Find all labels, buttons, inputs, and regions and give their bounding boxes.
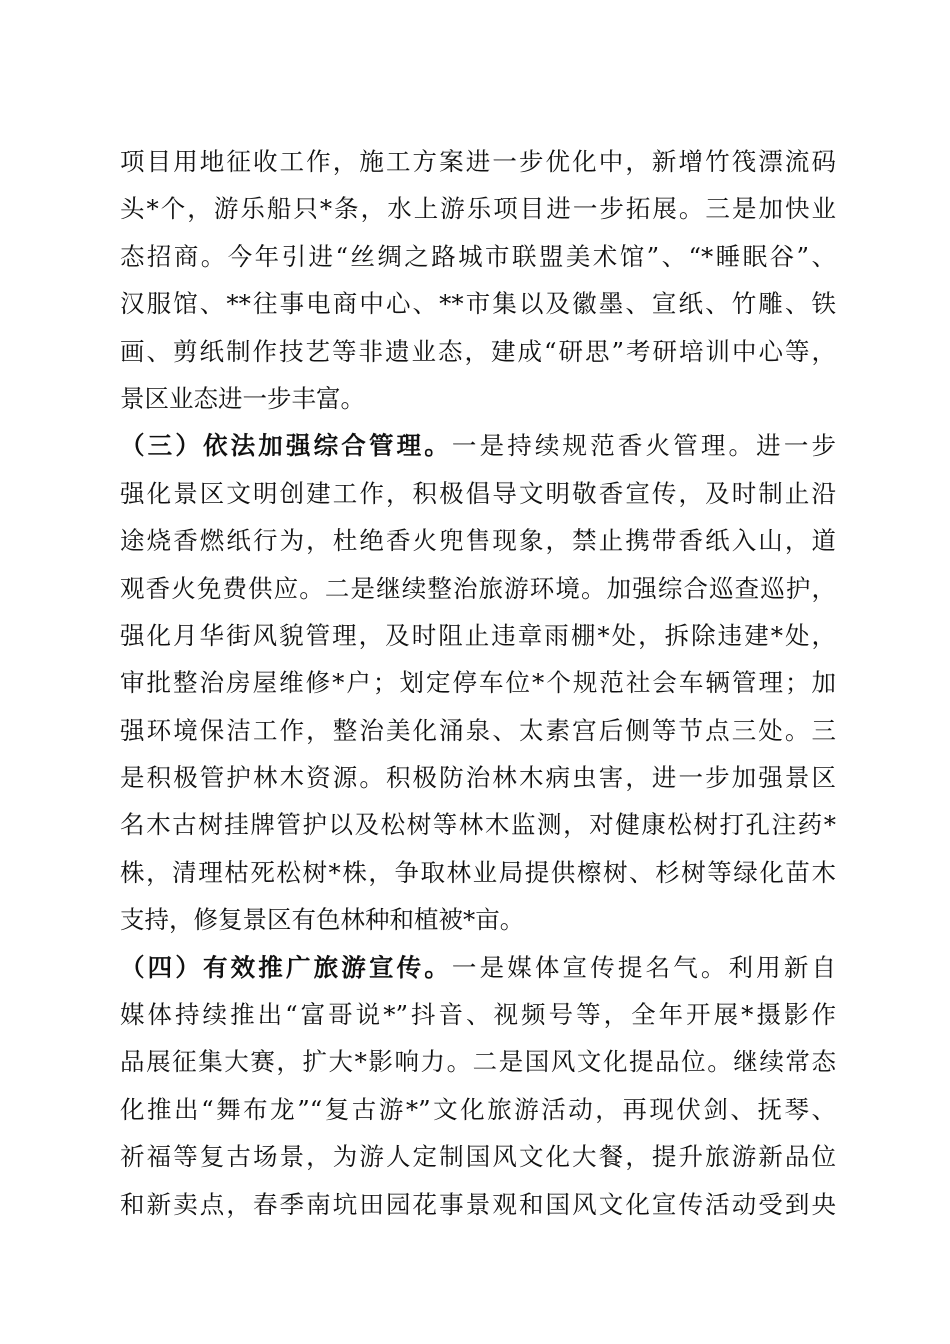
text-line: 株，清理枯死松树*株，争取林业局提供檫树、杉树等绿化苗木 — [120, 857, 836, 887]
text-line: 强环境保洁工作，整治美化涌泉、太素宫后侧等节点三处。三 — [120, 715, 836, 745]
text-run: 一是持续规范香火管理。进一步 — [451, 431, 836, 461]
text-run: 一是媒体宣传提名气。利用新自 — [451, 952, 836, 982]
text-line: 品展征集大赛，扩大*影响力。二是国风文化提品位。继续常态 — [120, 1047, 836, 1077]
text-line: 头*个，游乐船只*条，水上游乐项目进一步拓展。三是加快业 — [120, 194, 836, 224]
text-line: 是积极管护林木资源。积极防治林木病虫害，进一步加强景区 — [120, 763, 836, 793]
text-line: 画、剪纸制作技艺等非遗业态，建成“研思”考研培训中心等， — [120, 336, 836, 366]
text-line: 支持，修复景区有色林种和植被*亩。 — [120, 905, 525, 935]
text-line: 态招商。今年引进“丝绸之路城市联盟美术馆”、“*睡眠谷”、 — [120, 241, 836, 271]
paragraph-continuation — [120, 138, 836, 422]
text-line: 审批整治房屋维修*户；划定停车位*个规范社会车辆管理；加 — [120, 668, 836, 698]
text-line: 汉服馆、**往事电商中心、**市集以及徽墨、宣纸、竹雕、铁 — [120, 289, 836, 319]
text-line: 和新卖点，春季南坑田园花事景观和国风文化宣传活动受到央 — [120, 1189, 836, 1219]
text-line: 名木古树挂牌管护以及松树等林木监测，对健康松树打孔注药* — [120, 810, 836, 840]
text-line: 景区业态进一步丰富。 — [120, 383, 365, 413]
text-line: 化推出“舞布龙”“复古游*”文化旅游活动，再现伏剑、抚琴、 — [120, 1094, 836, 1124]
section-heading: （三）依法加强综合管理。 — [120, 431, 452, 461]
text-line — [120, 944, 836, 991]
document-page — [120, 138, 836, 1228]
paragraph-section-4 — [120, 944, 836, 1228]
text-line: 途烧香燃纸行为，杜绝香火兜售现象，禁止携带香纸入山，道 — [120, 526, 836, 556]
text-line: 祈福等复古场景，为游人定制国风文化大餐，提升旅游新品位 — [120, 1142, 836, 1172]
text-line: 媒体持续推出“富哥说*”抖音、视频号等，全年开展*摄影作 — [120, 1000, 836, 1030]
text-line: 强化月华街风貌管理，及时阻止违章雨棚*处，拆除违建*处， — [120, 620, 836, 650]
text-line: 观香火免费供应。二是继续整治旅游环境。加强综合巡查巡护， — [120, 573, 836, 603]
paragraph-section-3 — [120, 422, 836, 943]
text-line: 项目用地征收工作，施工方案进一步优化中，新增竹筏漂流码 — [120, 147, 836, 176]
section-heading: （四）有效推广旅游宣传。 — [120, 952, 452, 982]
text-line: 强化景区文明创建工作，积极倡导文明敬香宣传，及时制止沿 — [120, 478, 836, 508]
text-line — [120, 422, 836, 469]
